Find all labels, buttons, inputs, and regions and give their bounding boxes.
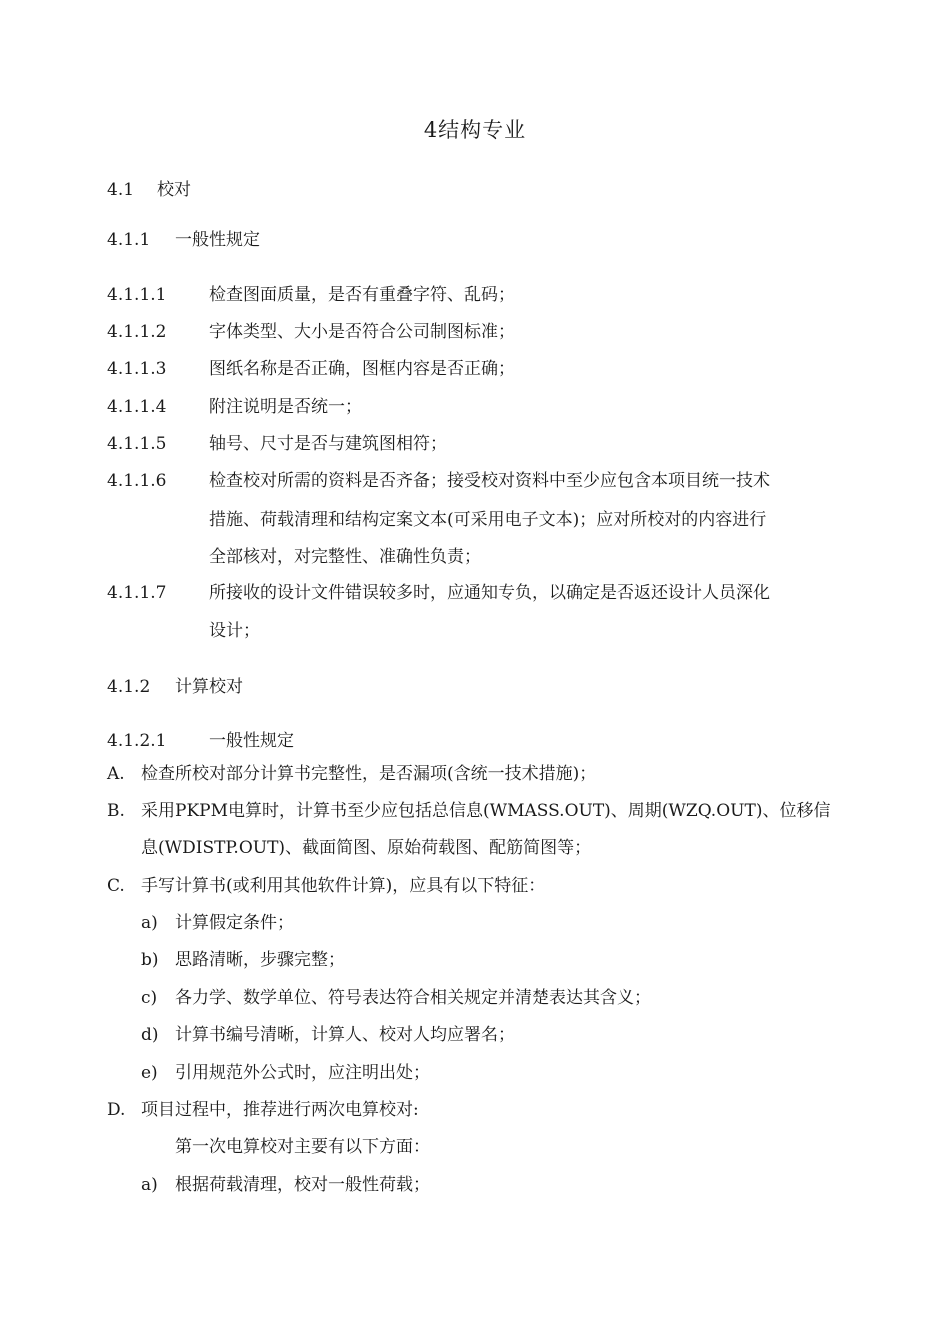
item-number: 4.1.1.5 bbox=[107, 434, 167, 454]
subsection-number: 4.1.1 bbox=[107, 230, 151, 250]
subsection-label: 计算校对 bbox=[175, 677, 243, 697]
letter-label: A. bbox=[107, 764, 125, 784]
item-number: 4.1.1.1 bbox=[107, 285, 167, 305]
item-text: 全部核对，对完整性、准确性负责； bbox=[209, 547, 481, 567]
item-number: 4.1.1.7 bbox=[107, 583, 167, 603]
sub-item-text: 引用规范外公式时，应注明出处； bbox=[175, 1063, 430, 1083]
lettered-item-text: 息(WDISTP.OUT)、截面简图、原始荷载图、配筋简图等； bbox=[141, 838, 592, 858]
subsection-label: 一般性规定 bbox=[175, 230, 260, 250]
item-text: 附注说明是否统一； bbox=[209, 397, 362, 417]
sub-item-label: a) bbox=[141, 913, 158, 933]
sub-item-label: d) bbox=[141, 1025, 159, 1045]
item-text: 轴号、尺寸是否与建筑图相符； bbox=[209, 434, 447, 454]
section-number: 4.1 bbox=[107, 180, 135, 200]
item-text: 所接收的设计文件错误较多时，应通知专负，以确定是否返还设计人员深化 bbox=[209, 583, 770, 603]
item-text: 措施、荷载清理和结构定案文本(可采用电子文本)；应对所校对的内容进行 bbox=[209, 510, 767, 530]
section-label: 校对 bbox=[157, 180, 191, 200]
letter-label: C. bbox=[107, 876, 125, 896]
sub-item-text: 思路清晰，步骤完整； bbox=[175, 950, 345, 970]
letter-label: D. bbox=[107, 1100, 126, 1120]
item-text: 字体类型、大小是否符合公司制图标准； bbox=[209, 322, 515, 342]
sub-item-label: e) bbox=[141, 1063, 158, 1083]
item-number: 4.1.2.1 bbox=[107, 731, 167, 751]
item-text: 设计； bbox=[209, 621, 260, 641]
subsection-number: 4.1.2 bbox=[107, 677, 151, 697]
sub-item-text: 计算假定条件； bbox=[175, 913, 294, 933]
letter-label: B. bbox=[107, 801, 125, 821]
item-text: 图纸名称是否正确，图框内容是否正确； bbox=[209, 359, 515, 379]
lettered-item-text: 项目过程中，推荐进行两次电算校对: bbox=[141, 1100, 419, 1120]
intro-text: 第一次电算校对主要有以下方面： bbox=[175, 1137, 430, 1157]
lettered-item-text: 检查所校对部分计算书完整性，是否漏项(含统一技术措施)； bbox=[141, 764, 597, 784]
item-text: 检查校对所需的资料是否齐备；接受校对资料中至少应包含本项目统一技术 bbox=[209, 471, 770, 491]
sub-item-text: 根据荷载清理，校对一般性荷载； bbox=[175, 1175, 430, 1195]
sub-item-text: 各力学、数学单位、符号表达符合相关规定并清楚表达其含义； bbox=[175, 988, 651, 1008]
chapter-title: 4结构专业 bbox=[423, 118, 527, 142]
sub-item-label: a) bbox=[141, 1175, 158, 1195]
item-text: 一般性规定 bbox=[209, 731, 294, 751]
item-number: 4.1.1.6 bbox=[107, 471, 167, 491]
sub-item-text: 计算书编号清晰，计算人、校对人均应署名； bbox=[175, 1025, 515, 1045]
item-number: 4.1.1.4 bbox=[107, 397, 167, 417]
item-number: 4.1.1.2 bbox=[107, 322, 167, 342]
sub-item-label: b) bbox=[141, 950, 159, 970]
item-number: 4.1.1.3 bbox=[107, 359, 167, 379]
lettered-item-text: 手写计算书(或利用其他软件计算)，应具有以下特征： bbox=[141, 876, 546, 896]
lettered-item-text: 采用PKPM电算时，计算书至少应包括总信息(WMASS.OUT)、周期(WZQ.OUT)、位移信 bbox=[141, 801, 831, 821]
item-text: 检查图面质量，是否有重叠字符、乱码； bbox=[209, 285, 515, 305]
sub-item-label: c) bbox=[141, 988, 158, 1008]
